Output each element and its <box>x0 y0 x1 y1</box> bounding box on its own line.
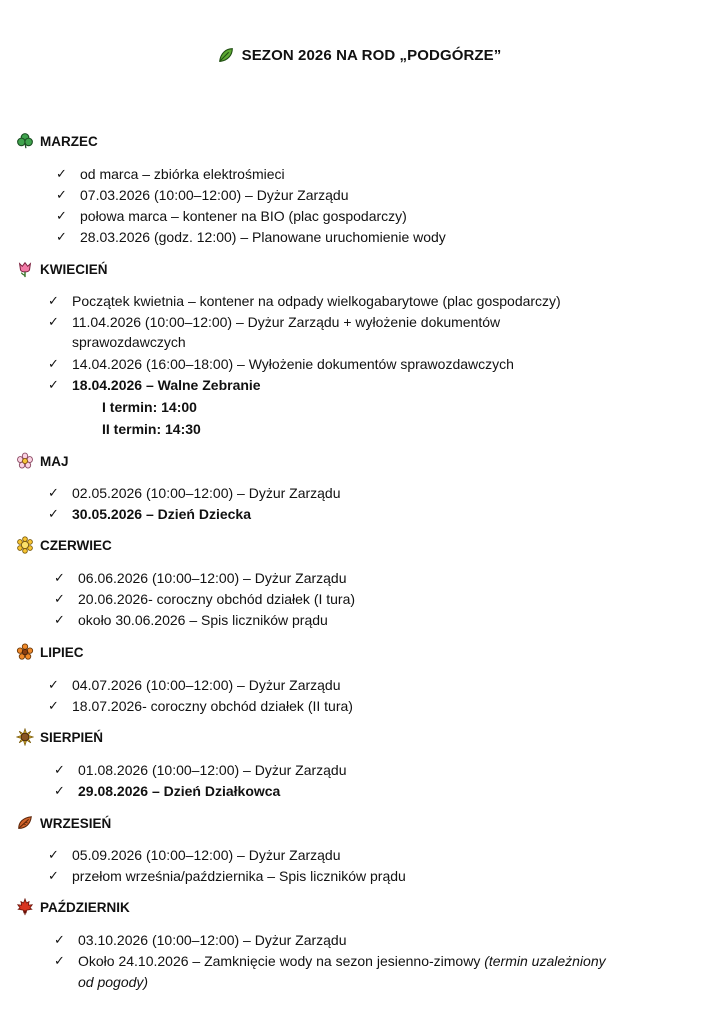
month-name: LIPIEC <box>40 644 84 660</box>
month-heading-marzec <box>16 132 98 150</box>
check-icon: ✓ <box>54 762 65 777</box>
check-icon: ✓ <box>56 229 67 244</box>
tulip-icon <box>16 260 34 278</box>
check-icon: ✓ <box>54 932 65 947</box>
page-title-row <box>0 46 718 64</box>
check-icon: ✓ <box>56 166 67 181</box>
fallen-leaf-icon <box>16 814 34 832</box>
month-name: MAJ <box>40 453 69 469</box>
month-heading-kwiecien <box>16 260 108 278</box>
check-icon: ✓ <box>56 187 67 202</box>
month-heading-wrzesien <box>16 814 111 832</box>
check-icon: ✓ <box>48 293 59 308</box>
leaf-icon <box>217 46 235 64</box>
check-icon: ✓ <box>56 208 67 223</box>
month-name: WRZESIEŃ <box>40 815 112 831</box>
month-name: SIERPIEŃ <box>40 729 104 745</box>
check-icon: ✓ <box>48 485 59 500</box>
orange-flower-icon <box>16 643 34 661</box>
check-icon: ✓ <box>54 612 65 627</box>
check-icon: ✓ <box>54 953 65 968</box>
month-name: PAŹDZIERNIK <box>40 899 130 915</box>
clover-icon <box>16 132 34 150</box>
check-icon: ✓ <box>48 847 59 862</box>
check-icon: ✓ <box>54 570 65 585</box>
month-name: MARZEC <box>40 133 98 149</box>
check-icon: ✓ <box>54 591 65 606</box>
season-schedule-page: SEZON 2026 NA ROD „PODGÓRZE” MARZEC ✓ od marca – zbiórka elektrośmieci ✓ 07.03.2026 (10:00–12:00) – Dyżur Zarządu ✓ połowa marca – kontener na BIO (plac gospodarczy) ✓ 28.03.2026 (godz. 12:00) – Planowane uruchomienie wody KWIECIEŃ ✓ Początek kwietnia – kontener na odpady wielkogabarytowe (plac gospodarczy) ✓ 11.04.2026 (10:00–12:00) – Dyżur Zarządu + wyłożenie dokumentów sprawozdawczych ✓ 14.04.2026 (16:00–18:00) – Wyłożenie dokumentów sprawozdawczych ✓ 18.04.2026 – Walne Zebranie I termin: 14:00 II termin: 14:30 MAJ ✓ 02.05.2026 (10:00–12:00) – Dyżur Zarządu ✓ 30.05.2026 – Dzień Dziecka CZERWIEC ✓ 06.06.2026 (10:00–12:00) – Dyżur Zarządu ✓ 20.06.2026- coroczny obchód działek (I tura) ✓ około 30.06.2026 – Spis liczników prądu LIPIEC ✓ 04.07.2026 (10:00–12:00) – Dyżur Zarządu ✓ 18.07.2026- coroczny obchód działek (II tura) SIERPIEŃ ✓ 01.08.2026 (10:00–12:00) – Dyżur Zarządu ✓ 29.08.2026 – Dzień Działkowca WRZESIEŃ ✓ 05.09.2026 (10:00–12:00) – Dyżur Zarządu ✓ przełom września/października – Spis liczników prądu PAŹDZIERNIK ✓ 03.10.2026 (10:00–12:00) – Dyżur Zarządu ✓ Około 24.10.2026 – Zamknięcie wody na sezon jesienno-zimowy (termin uzależniony od pogody) <box>0 0 718 1024</box>
check-icon: ✓ <box>48 506 59 521</box>
check-icon: ✓ <box>48 377 59 392</box>
month-heading-lipiec <box>16 643 84 661</box>
meeting-term: II termin: 14:30 <box>102 421 201 437</box>
sunflower-icon <box>16 728 34 746</box>
sun-flower-icon <box>16 536 34 554</box>
month-name: KWIECIEŃ <box>40 261 108 277</box>
month-heading-pazdziernik <box>16 898 130 916</box>
month-heading-maj <box>16 452 69 470</box>
check-icon: ✓ <box>48 868 59 883</box>
daisy-icon <box>16 452 34 470</box>
maple-leaf-icon <box>16 898 34 916</box>
month-heading-sierpien <box>16 728 103 746</box>
check-icon: ✓ <box>48 356 59 371</box>
page-title: SEZON 2026 NA ROD „PODGÓRZE” <box>241 46 502 64</box>
check-icon: ✓ <box>54 783 65 798</box>
check-icon: ✓ <box>48 314 59 329</box>
check-icon: ✓ <box>48 677 59 692</box>
meeting-term: I termin: 14:00 <box>102 399 197 415</box>
month-name: CZERWIEC <box>40 537 112 553</box>
check-icon: ✓ <box>48 698 59 713</box>
month-heading-czerwiec <box>16 536 112 554</box>
